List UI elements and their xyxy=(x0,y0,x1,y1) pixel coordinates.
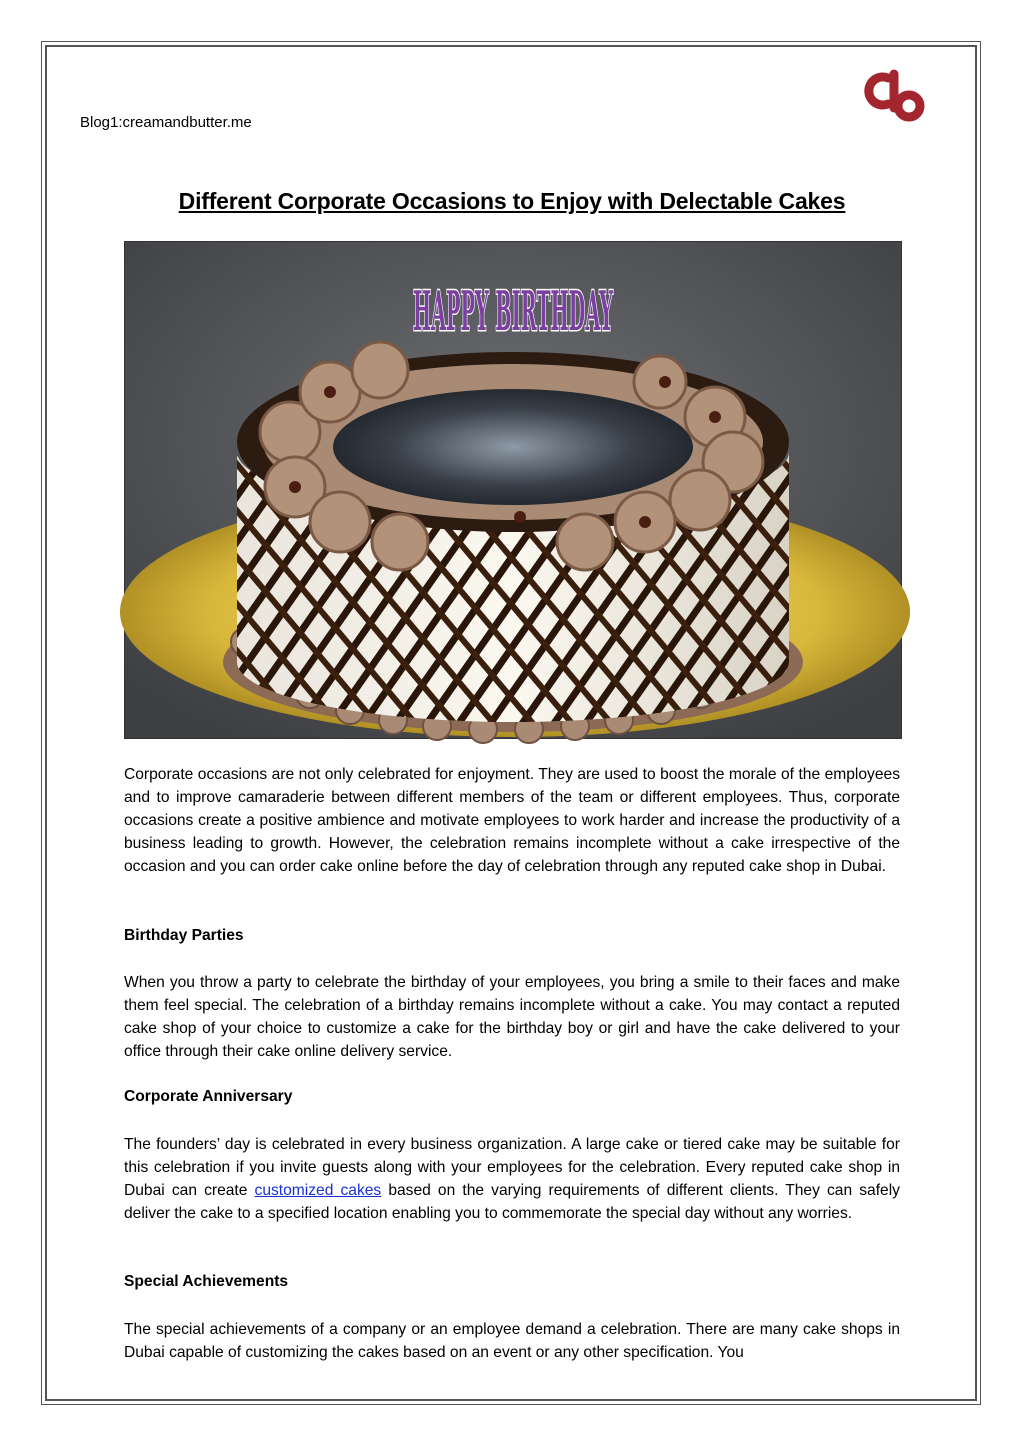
heading-corporate-anniversary: Corporate Anniversary xyxy=(124,1088,293,1105)
heading-special-achievements: Special Achievements xyxy=(124,1273,289,1290)
intro-paragraph: Corporate occasions are not only celebrated for enjoyment. They are used to boost the morale of the employees and to improve camaraderie between different members of the team or different employees. Thus, corporate occasions create a positive ambience and motivate employees to work harder and increase the productivity of a business leading to growth. However, the celebration remains incomplete without a cake irrespective of the occasion and you can order cake online before the day of celebration through any reputed cake shop in Dubai. xyxy=(124,766,900,876)
site-name: Blog1:creamandbutter.me xyxy=(80,114,252,131)
cake-topper xyxy=(413,279,614,343)
anniversary-text-after: based on the varying requirements of different clients. They can safely deliver the cake to a specified location enabling you to commemorate the special day without any worries. xyxy=(124,1182,900,1223)
heading-birthday-parties: Birthday Parties xyxy=(124,927,244,944)
corporate-anniversary-paragraph xyxy=(124,1133,900,1225)
birthday-parties-paragraph: When you throw a party to celebrate the birthday of your employees, you bring a smile to their faces and make them feel special. The celebration of a birthday remains incomplete without a cake. You may contact a reputed cake shop of your choice to customize a cake for the birthday boy or girl and have the cake delivered to your office through their cake online delivery service. xyxy=(124,974,900,1061)
birthday-cake-photo xyxy=(124,241,902,739)
article-title: Different Corporate Occasions to Enjoy with Delectable Cakes xyxy=(178,188,846,214)
svg-text:HAPPY BIRTHDAY: HAPPY BIRTHDAY xyxy=(413,279,614,343)
cb-logo-icon xyxy=(866,68,932,124)
customized-cakes-link[interactable]: customized cakes xyxy=(254,1182,382,1200)
special-achievements-paragraph: The special achievements of a company or an employee demand a celebration. There are many cake shops in Dubai capable of customizing the cakes based on an event or any other specification. You xyxy=(124,1321,900,1362)
anniversary-text-before: The founders’ day is celebrated in every business organization. A large cake or tiered cake may be suitable for this celebration if you invite guests along with your employees for the celebration. Every reputed cake shop in Dubai can create xyxy=(124,1136,900,1200)
cake-illustration xyxy=(125,242,901,738)
